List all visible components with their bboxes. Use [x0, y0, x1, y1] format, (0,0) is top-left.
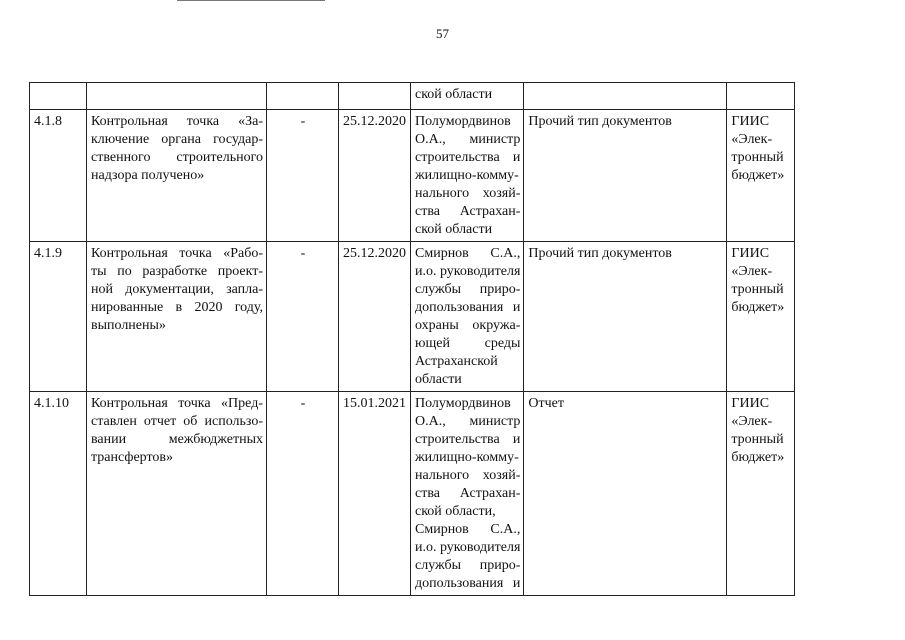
cell-system — [727, 83, 795, 110]
system-line: «Элек- — [731, 264, 773, 279]
responsible-line: и.о. руководителя — [415, 264, 521, 279]
system-line: «Элек- — [731, 132, 773, 147]
title-line: Контрольная точка «За- — [91, 114, 263, 129]
title-line: ключение органа государ- — [91, 132, 263, 147]
responsible-line: строительства и — [415, 432, 521, 447]
top-rule — [177, 0, 325, 1]
responsible-line: Полумордвинов — [415, 114, 511, 129]
cell-number: 4.1.10 — [30, 392, 87, 596]
responsible-line: ской области — [415, 87, 493, 102]
cell-dash — [267, 83, 339, 110]
responsible-line: жилищно-комму- — [415, 450, 519, 465]
responsible-line: службы приро- — [415, 282, 521, 297]
cell-date — [339, 83, 411, 110]
table-row — [30, 242, 795, 392]
responsible-line: жилищно-комму- — [415, 168, 519, 183]
title-line: ставлен отчет об использо- — [91, 414, 263, 429]
title-line: ной документации, запла- — [91, 282, 263, 297]
responsible-line: О.А., министр — [415, 132, 521, 147]
plan-table-body — [30, 83, 795, 596]
cell-number — [30, 83, 87, 110]
responsible-line: ской области — [415, 222, 493, 237]
title-line: Контрольная точка «Пред- — [91, 396, 263, 411]
cell-title — [87, 83, 267, 110]
responsible-line: охраны окружа- — [415, 318, 521, 333]
cell-doc-type: Отчет — [524, 392, 727, 596]
responsible-line: ской области, — [415, 504, 496, 519]
cell-system — [727, 242, 795, 392]
cell-number: 4.1.9 — [30, 242, 87, 392]
cell-responsible — [411, 83, 524, 110]
system-line: бюджет» — [731, 300, 785, 315]
responsible-line: О.А., министр — [415, 414, 521, 429]
cell-responsible — [411, 392, 524, 596]
responsible-line: ства Астрахан- — [415, 486, 521, 501]
cell-title — [87, 392, 267, 596]
system-line: ГИИС — [731, 396, 770, 411]
system-line: «Элек- — [731, 414, 773, 429]
responsible-line: нального хозяй- — [415, 186, 521, 201]
system-line: ГИИС — [731, 246, 770, 261]
cell-dash: - — [267, 392, 339, 596]
responsible-line: нального хозяй- — [415, 468, 521, 483]
title-line: нированные в 2020 году, — [91, 300, 263, 315]
title-line: ты по разработке проект- — [91, 264, 263, 279]
cell-system — [727, 110, 795, 242]
page-number: 57 — [436, 26, 449, 41]
cell-number: 4.1.8 — [30, 110, 87, 242]
cell-dash: - — [267, 110, 339, 242]
title-line: вании межбюджетных — [91, 432, 263, 447]
title-line: Контрольная точка «Рабо- — [91, 246, 263, 261]
table-row — [30, 83, 795, 110]
title-line: надзора получено» — [91, 168, 205, 183]
cell-responsible — [411, 110, 524, 242]
responsible-line: допользования и — [415, 576, 521, 591]
system-line: бюджет» — [731, 168, 785, 183]
responsible-line: службы приро- — [415, 558, 521, 573]
responsible-line: Астраханской — [415, 354, 498, 369]
responsible-line: допользования и — [415, 300, 521, 315]
plan-table — [29, 82, 795, 596]
cell-doc-type: Прочий тип документов — [524, 242, 727, 392]
system-line: ГИИС — [731, 114, 770, 129]
cell-dash: - — [267, 242, 339, 392]
table-row — [30, 392, 795, 596]
title-line: ственного строительного — [91, 150, 263, 165]
responsible-line: Полумордвинов — [415, 396, 511, 411]
cell-doc-type: Прочий тип документов — [524, 110, 727, 242]
cell-system — [727, 392, 795, 596]
responsible-line: строительства и — [415, 150, 521, 165]
responsible-line: области — [415, 372, 462, 387]
cell-date: 25.12.2020 — [339, 242, 411, 392]
cell-doc-type — [524, 83, 727, 110]
responsible-line: Смирнов С.А., — [415, 246, 521, 261]
table-row — [30, 110, 795, 242]
system-line: тронный — [731, 432, 784, 447]
cell-responsible — [411, 242, 524, 392]
cell-title — [87, 110, 267, 242]
title-line: выполнены» — [91, 318, 166, 333]
responsible-line: ющей среды — [415, 336, 521, 351]
system-line: тронный — [731, 282, 784, 297]
responsible-line: Смирнов С.А., — [415, 522, 521, 537]
system-line: тронный — [731, 150, 784, 165]
cell-title — [87, 242, 267, 392]
responsible-line: ства Астрахан- — [415, 204, 521, 219]
cell-date: 15.01.2021 — [339, 392, 411, 596]
title-line: трансфертов» — [91, 450, 174, 465]
responsible-line: и.о. руководителя — [415, 540, 521, 555]
cell-date: 25.12.2020 — [339, 110, 411, 242]
system-line: бюджет» — [731, 450, 785, 465]
